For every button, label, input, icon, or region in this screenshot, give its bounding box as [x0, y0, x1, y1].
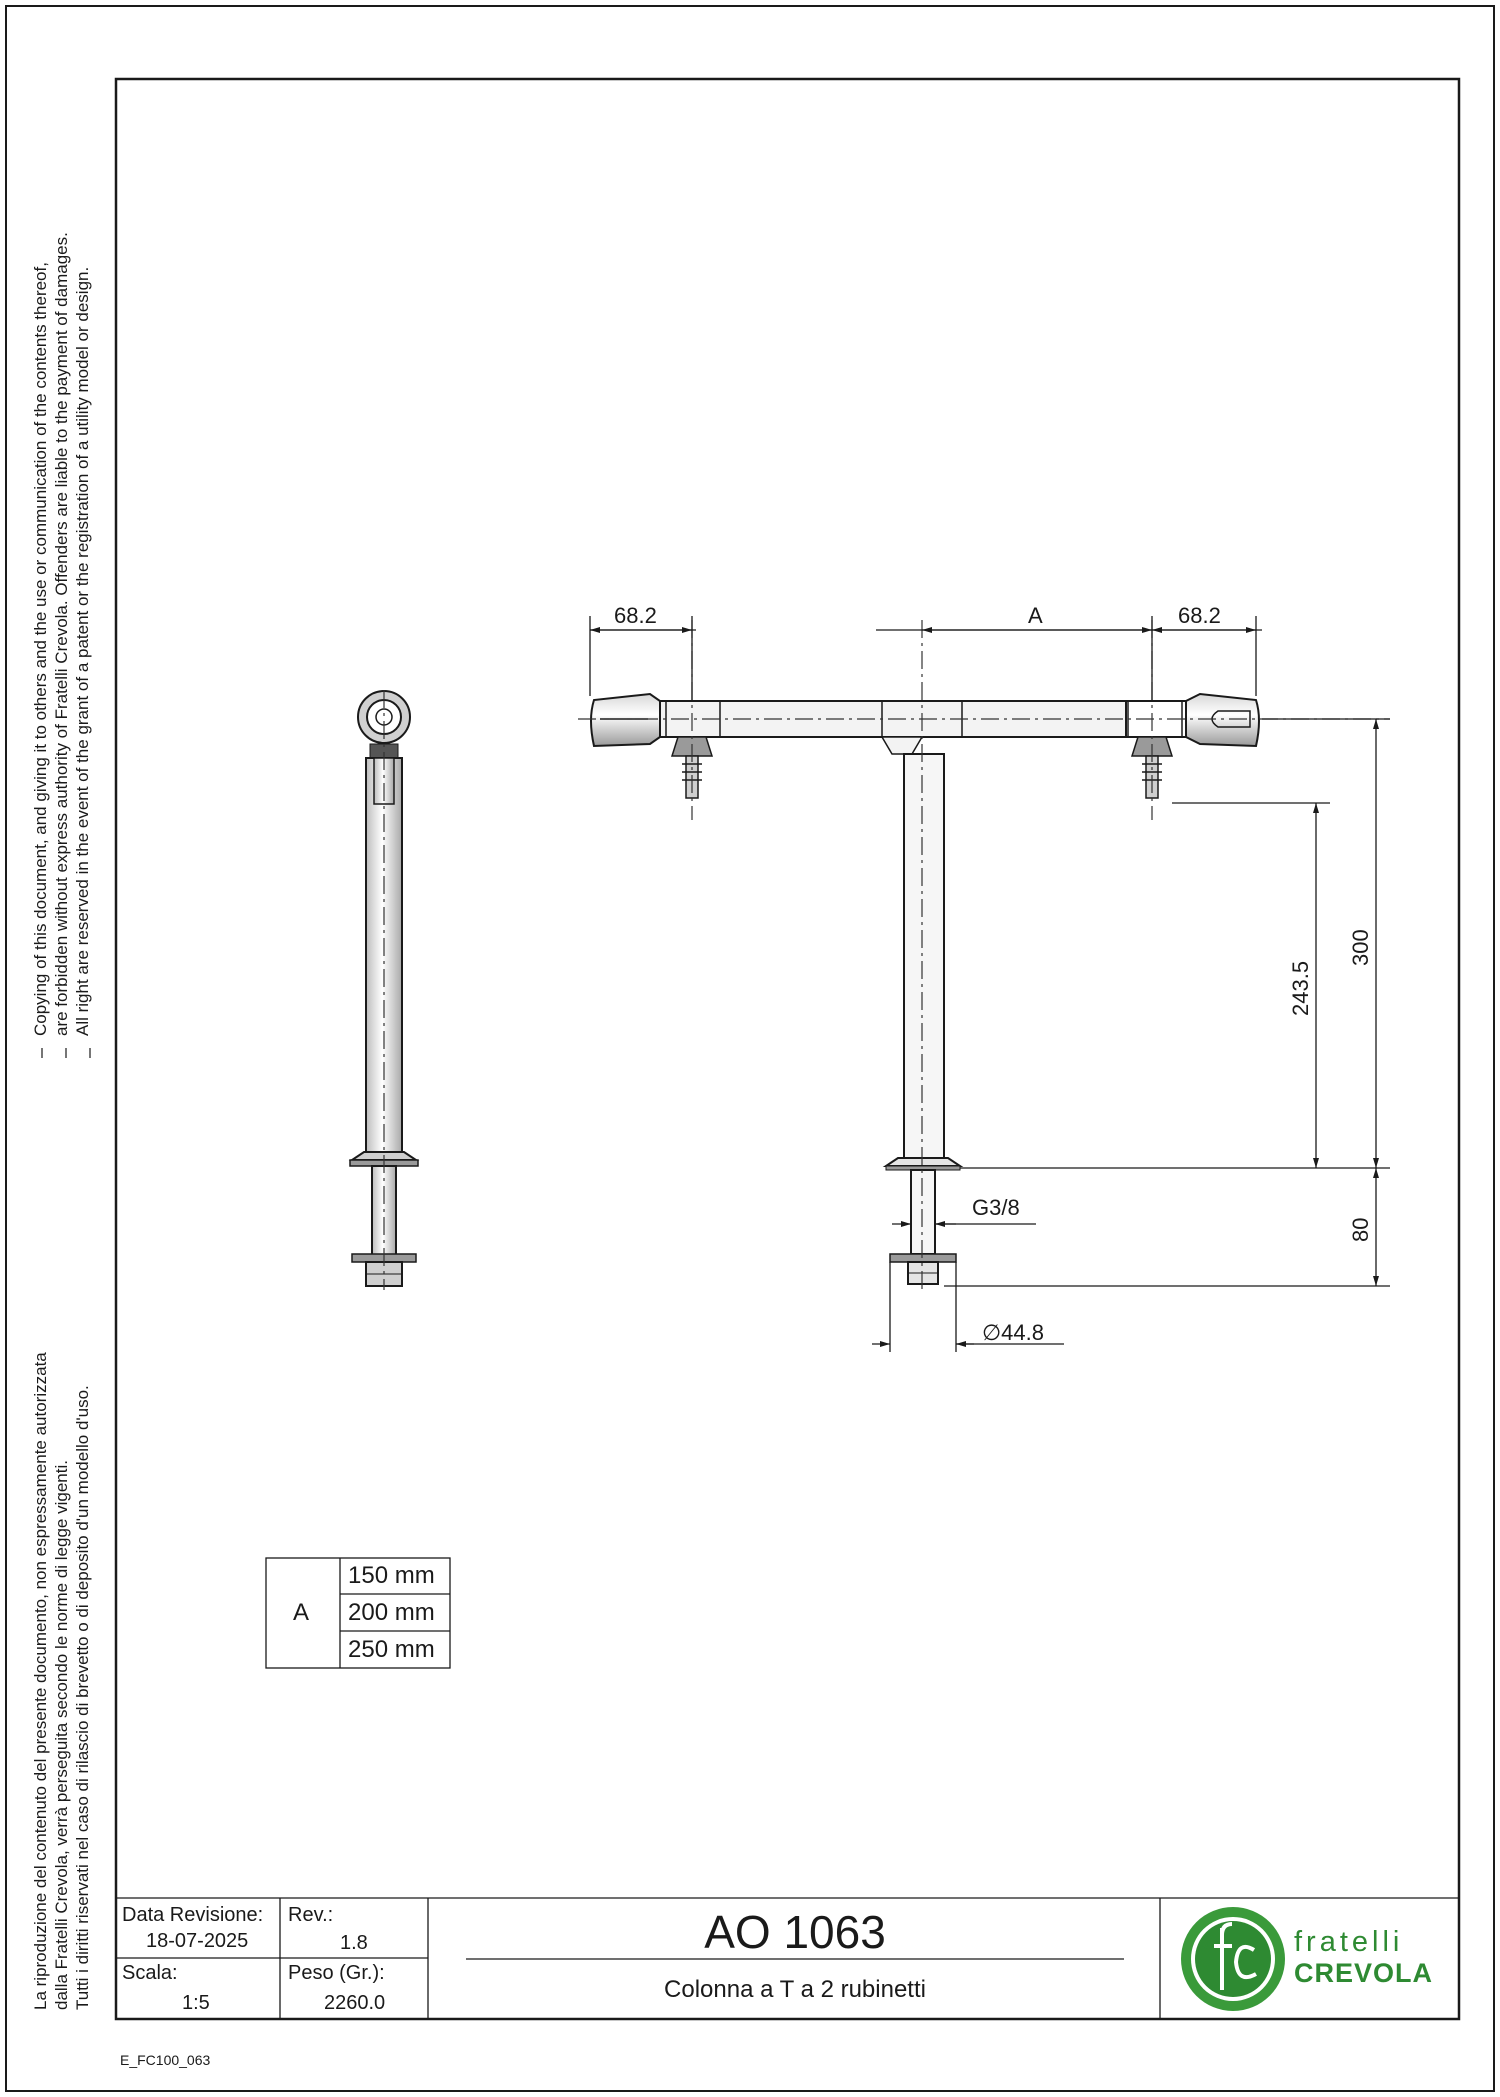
front-view	[591, 694, 1259, 1284]
dim-shank-length: 80	[1348, 1217, 1373, 1242]
product-description: Colonna a T a 2 rubinetti	[664, 1976, 926, 2003]
scale-value: 1:5	[182, 1992, 210, 2014]
a-table-value-1: 150 mm	[348, 1562, 435, 1589]
a-table-value-2: 200 mm	[348, 1599, 435, 1626]
revision-date-value: 18-07-2025	[146, 1930, 249, 1952]
dim-left-offset: 68.2	[614, 603, 657, 628]
dim-flange-diameter-value: 44.8	[1001, 1320, 1044, 1345]
outer-border	[6, 6, 1494, 2091]
legal-it-line-3: Tutti i diritti riservati nel caso di rilascio di brevetto o di deposito d'un modello d'uso.	[73, 1385, 92, 2010]
revision-value: 1.8	[340, 1932, 368, 1954]
legal-notice-italian	[30, 1352, 93, 2010]
logo-line-1: fratelli	[1294, 1926, 1404, 1958]
legal-notice-english	[30, 232, 93, 1036]
logo-line-2: CREVOLA	[1294, 1958, 1434, 1988]
legal-it-line-1: La riproduzione del contenuto del presente documento, non espressamente autorizzata	[31, 1352, 50, 2010]
dim-spacing-a: A	[1028, 603, 1043, 628]
legal-en-line-2: are forbidden without express authority of Fratelli Crevola. Offenders are liable to the payment of damages.	[52, 232, 71, 1036]
weight-label: Peso (Gr.):	[288, 1962, 385, 1984]
a-table-value-3: 250 mm	[348, 1636, 435, 1663]
product-code: AO 1063	[704, 1906, 886, 1958]
dim-flange-diameter	[982, 1320, 1044, 1346]
drawing-frame	[116, 79, 1459, 2019]
fratelli-crevola-logo	[1181, 1907, 1285, 2011]
dim-total-height: 300	[1348, 929, 1373, 966]
dim-right-offset: 68.2	[1178, 603, 1221, 628]
logo-mark	[1214, 1934, 1215, 1935]
diameter-icon: ∅	[982, 1320, 1002, 1345]
revision-label: Rev.:	[288, 1904, 334, 1926]
legal-it-line-2: dalla Fratelli Crevola, verrà perseguita secondo le norme di legge vigenti.	[52, 1460, 71, 2010]
legal-en-line-1: Copying of this document, and giving it to others and the use or communication of the contents thereof,	[31, 262, 50, 1036]
legal-en-line-3: All right are reserved in the event of the grant of a patent or the registration of a utility model or design.	[73, 266, 92, 1036]
a-table-label: A	[293, 1599, 310, 1626]
scale-label: Scala:	[122, 1962, 178, 1984]
dim-thread: G3/8	[972, 1195, 1020, 1220]
weight-value: 2260.0	[324, 1992, 386, 2014]
dim-outlet-height: 243.5	[1288, 960, 1313, 1016]
revision-date-label: Data Revisione:	[122, 1904, 264, 1926]
file-code: E_FC100_063	[120, 2052, 211, 2068]
